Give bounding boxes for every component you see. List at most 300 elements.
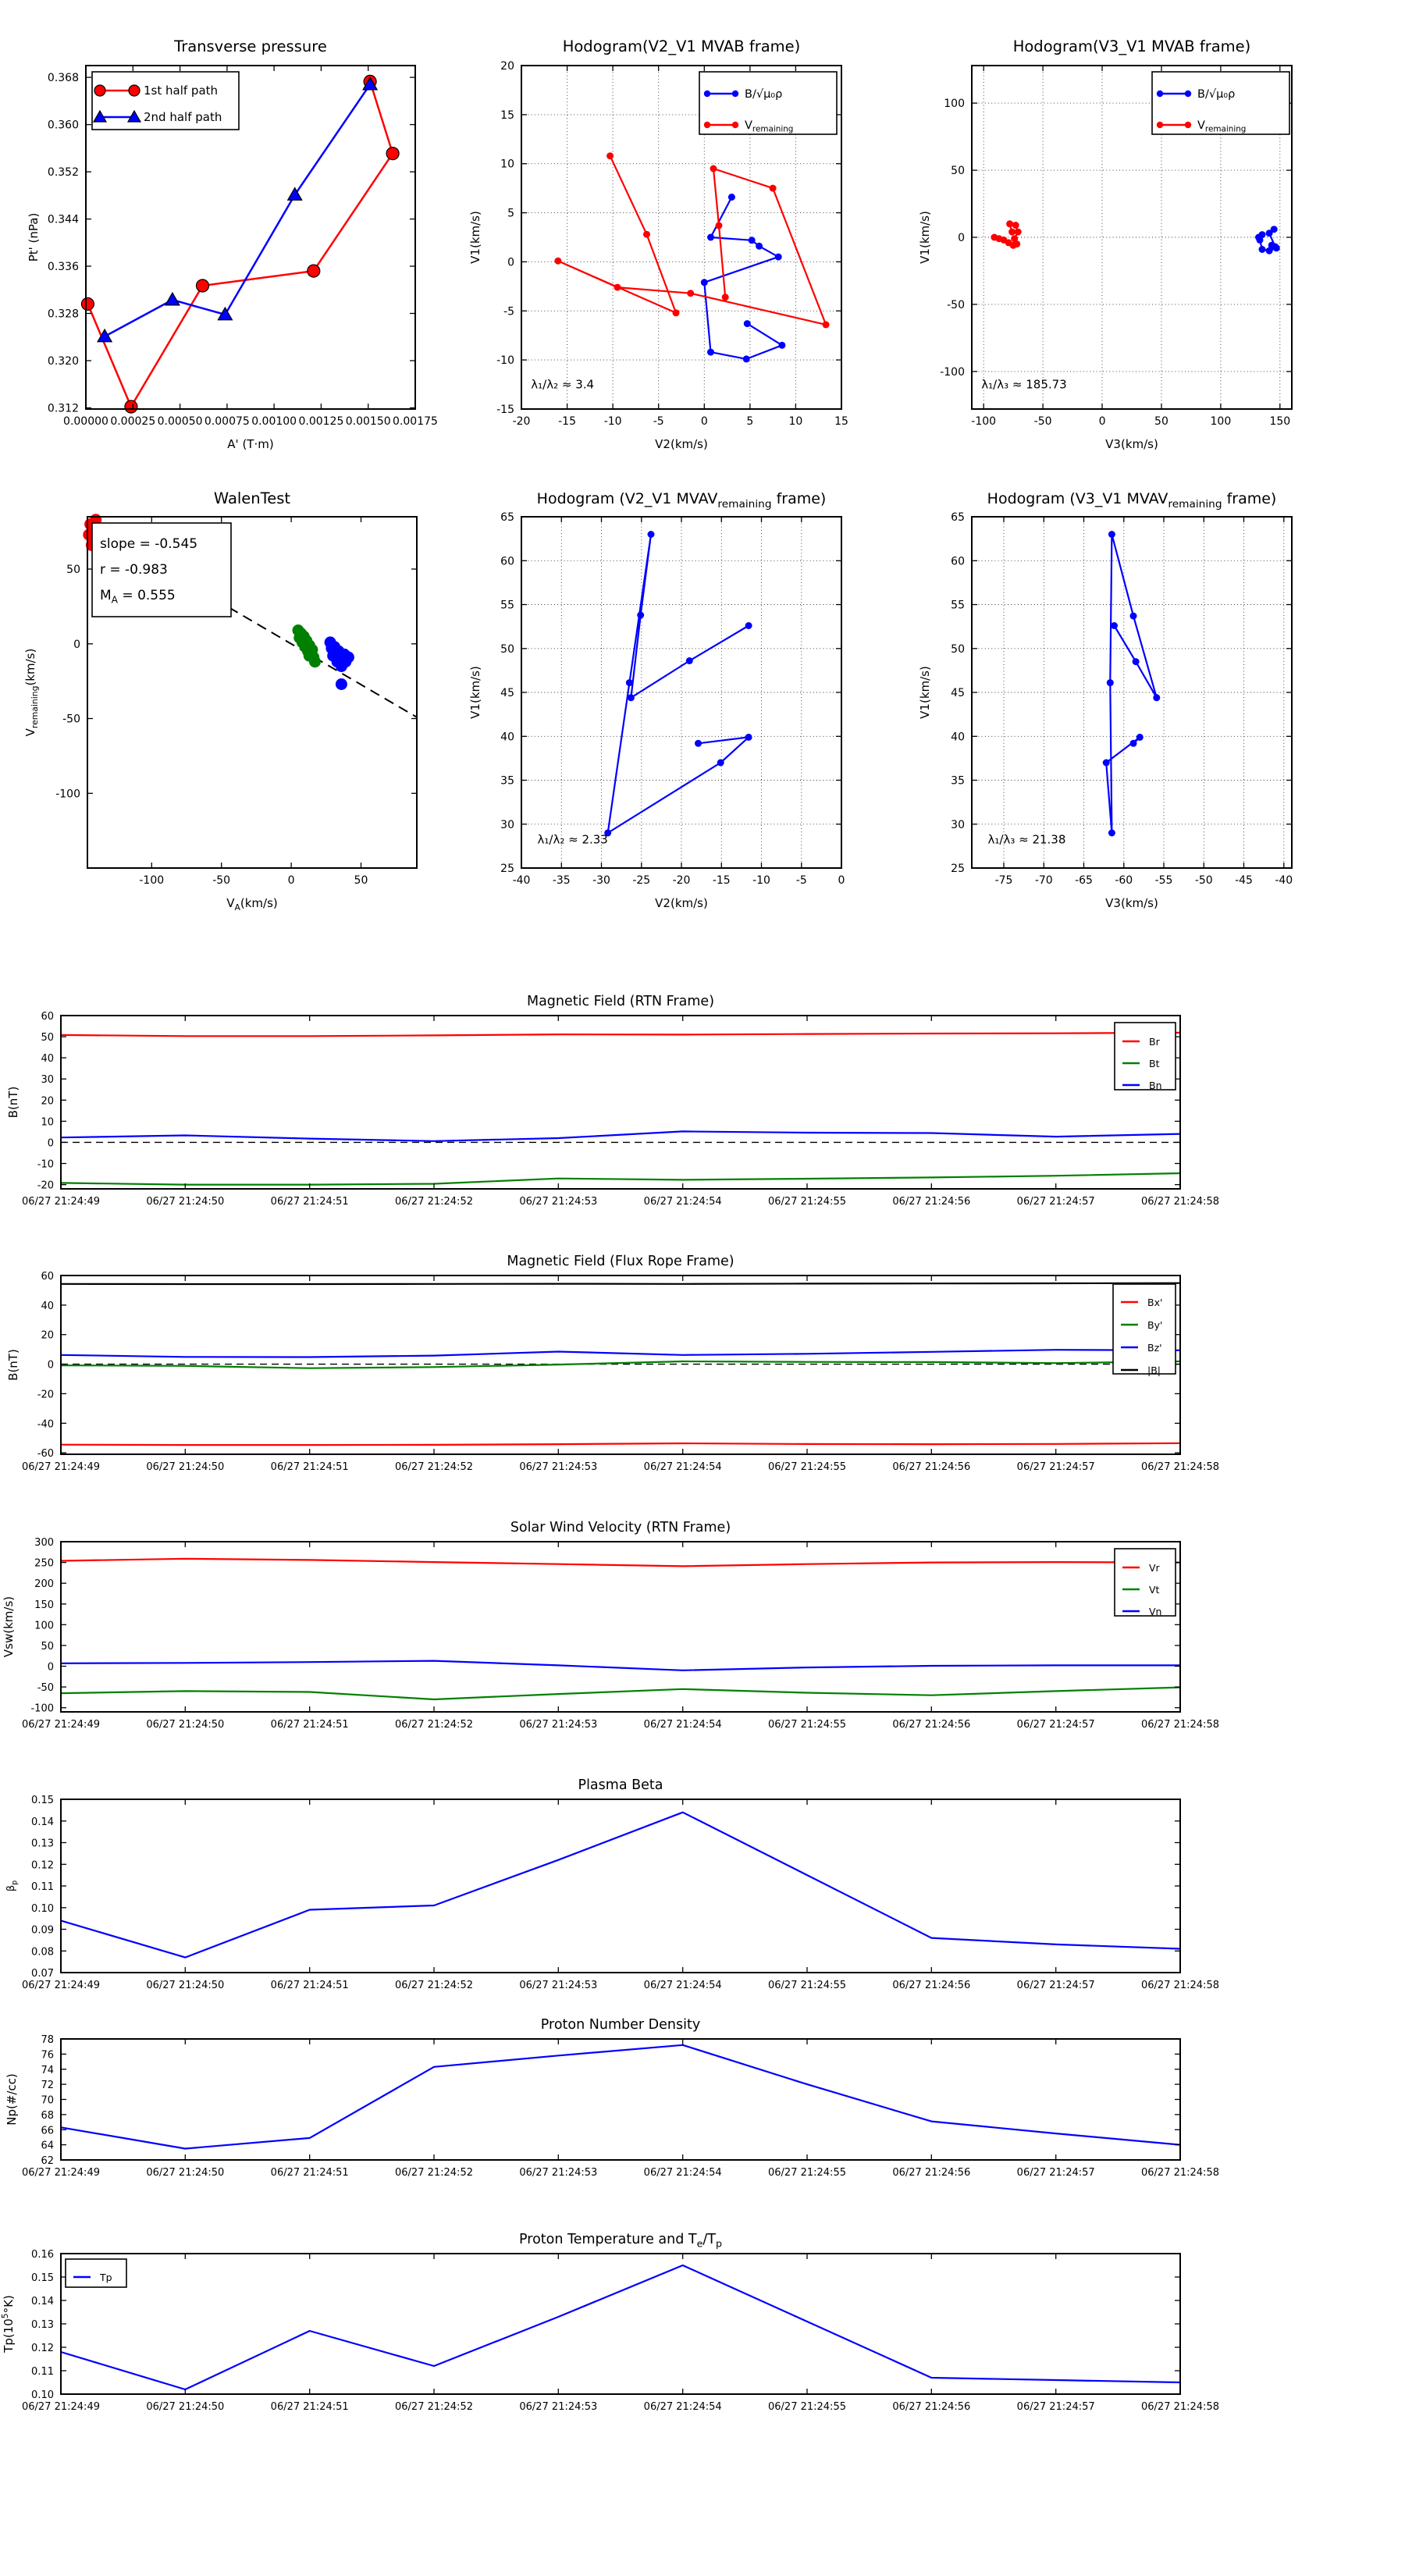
x-tick-label: 06/27 21:24:56 bbox=[892, 2167, 971, 2179]
x-tick-label: 06/27 21:24:52 bbox=[395, 2167, 473, 2179]
legend-label: By' bbox=[1147, 1319, 1163, 1331]
legend-dot bbox=[732, 122, 738, 128]
y-tick-label: 150 bbox=[34, 1599, 54, 1611]
y-tick-label: 0.320 bbox=[47, 355, 79, 368]
legend-label: Br bbox=[1149, 1036, 1160, 1048]
x-axis-label: V3(km/s) bbox=[1105, 896, 1158, 910]
x-tick-label: 06/27 21:24:53 bbox=[519, 1719, 598, 1731]
y-tick-label: 25 bbox=[500, 863, 514, 875]
point-marker bbox=[1153, 694, 1160, 701]
point-marker bbox=[643, 231, 650, 238]
triangle-marker bbox=[165, 293, 180, 305]
legend bbox=[1115, 1549, 1176, 1617]
markers-B/sqrt(mu0 rho) bbox=[701, 194, 786, 362]
x-tick-label: 5 bbox=[746, 415, 754, 428]
markers-green cluster bbox=[293, 624, 322, 667]
y-tick-label: -50 bbox=[37, 1682, 54, 1695]
legend-label: Bt bbox=[1149, 1058, 1160, 1069]
chart-title: Plasma Beta bbox=[578, 1777, 663, 1793]
point-marker bbox=[1108, 531, 1115, 538]
series-Vt bbox=[61, 1688, 1180, 1699]
legend-label: Vr bbox=[1149, 1562, 1160, 1574]
x-tick-label: 0.00025 bbox=[110, 415, 156, 428]
y-tick-label: 50 bbox=[41, 1640, 54, 1653]
legend bbox=[92, 72, 239, 130]
markers-blue cluster bbox=[325, 636, 354, 690]
point-marker bbox=[1103, 760, 1110, 767]
point-marker bbox=[1130, 613, 1137, 620]
x-tick-label: 06/27 21:24:49 bbox=[22, 1980, 100, 1991]
point-marker bbox=[1272, 244, 1279, 251]
markers-V path bbox=[604, 531, 752, 837]
y-tick-label: 30 bbox=[41, 1074, 54, 1087]
x-tick-label: 06/27 21:24:56 bbox=[892, 1719, 971, 1731]
point-marker bbox=[744, 320, 751, 327]
x-tick-label: 06/27 21:24:50 bbox=[146, 1719, 225, 1731]
y-tick-label: -100 bbox=[30, 1703, 54, 1715]
x-tick-label: -40 bbox=[512, 874, 531, 887]
y-tick-label: -40 bbox=[37, 1418, 54, 1431]
y-tick-label: 0.344 bbox=[47, 213, 79, 226]
axes-frame bbox=[61, 1276, 1180, 1454]
legend-label: B/√μ₀ρ bbox=[745, 88, 783, 101]
legend-label: Vn bbox=[1149, 1606, 1162, 1617]
series-V path bbox=[1106, 535, 1157, 834]
point-marker bbox=[717, 760, 724, 767]
y-tick-label: 0.13 bbox=[31, 2319, 54, 2331]
x-axis-label: A' (T·m) bbox=[227, 437, 274, 451]
x-tick-label: 0.00125 bbox=[298, 415, 344, 428]
point-marker bbox=[1271, 226, 1278, 233]
point-marker bbox=[309, 656, 321, 667]
x-tick-label: 06/27 21:24:51 bbox=[270, 1461, 349, 1473]
y-tick-label: 0.09 bbox=[31, 1924, 54, 1937]
legend-label: Tp bbox=[100, 2272, 112, 2283]
point-marker bbox=[1108, 830, 1115, 837]
legend-label: $V_{remaining}$ bbox=[745, 119, 794, 134]
y-axis-label: V1(km/s) bbox=[468, 666, 482, 719]
x-tick-label: 06/27 21:24:55 bbox=[768, 1461, 846, 1473]
y-tick-label: 0.11 bbox=[31, 2366, 54, 2378]
x-tick-label: 06/27 21:24:58 bbox=[1141, 2167, 1219, 2179]
series-B/sqrt(mu0 rho) bbox=[704, 197, 782, 359]
y-tick-label: 0.328 bbox=[47, 308, 79, 321]
chart-title: Magnetic Field (Flux Rope Frame) bbox=[507, 1254, 735, 1269]
x-tick-label: 06/27 21:24:49 bbox=[22, 2401, 100, 2413]
legend-dot bbox=[704, 91, 710, 97]
x-tick-label: 06/27 21:24:51 bbox=[270, 2401, 349, 2413]
legend bbox=[1115, 1023, 1176, 1091]
point-marker bbox=[1257, 237, 1264, 244]
legend-frame bbox=[1113, 1284, 1176, 1374]
point-marker bbox=[308, 265, 320, 277]
x-tick-label: 06/27 21:24:55 bbox=[768, 1719, 846, 1731]
y-tick-label: 300 bbox=[34, 1537, 54, 1549]
y-tick-label: 55 bbox=[951, 599, 965, 612]
x-tick-label: -60 bbox=[1115, 874, 1133, 887]
y-tick-label: 60 bbox=[41, 1271, 54, 1283]
hodogram-v2v1-mvav-chart bbox=[468, 490, 845, 910]
x-tick-label: 06/27 21:24:52 bbox=[395, 1980, 473, 1991]
point-marker bbox=[778, 342, 785, 349]
x-tick-label: 06/27 21:24:51 bbox=[270, 2167, 349, 2179]
y-tick-label: 50 bbox=[500, 642, 514, 656]
y-tick-label: -100 bbox=[55, 788, 80, 801]
point-marker bbox=[722, 294, 729, 301]
y-tick-label: -20 bbox=[37, 1179, 54, 1192]
y-tick-label: 50 bbox=[951, 165, 965, 178]
y-tick-label: 68 bbox=[41, 2109, 54, 2122]
x-tick-label: 06/27 21:24:58 bbox=[1141, 1719, 1219, 1731]
y-tick-label: -10 bbox=[496, 354, 514, 368]
y-axis-label: Pt' (nPa) bbox=[27, 212, 41, 262]
y-tick-label: 0.16 bbox=[31, 2249, 54, 2261]
annotation: λ₁/λ₃ ≈ 185.73 bbox=[981, 377, 1067, 392]
y-tick-label: 45 bbox=[500, 687, 514, 699]
y-tick-label: 45 bbox=[951, 687, 965, 699]
axes-frame bbox=[61, 1542, 1180, 1712]
series-Vn bbox=[61, 1661, 1180, 1670]
x-tick-label: -20 bbox=[512, 415, 531, 428]
point-marker bbox=[1259, 246, 1266, 253]
x-tick-label: -55 bbox=[1154, 874, 1173, 887]
y-tick-label: 65 bbox=[500, 511, 514, 524]
x-tick-label: 06/27 21:24:56 bbox=[892, 2401, 971, 2413]
series-Vr bbox=[61, 1559, 1180, 1567]
axes-frame bbox=[61, 1799, 1180, 1973]
y-tick-label: 0.14 bbox=[31, 2296, 54, 2307]
x-tick-label: -35 bbox=[552, 874, 571, 887]
series-Bt bbox=[61, 1173, 1180, 1185]
x-tick-label: 06/27 21:24:51 bbox=[270, 1719, 349, 1731]
y-tick-label: -50 bbox=[947, 298, 965, 311]
x-tick-label: 06/27 21:24:54 bbox=[643, 1980, 722, 1991]
y-axis-label: B(nT) bbox=[6, 1349, 20, 1381]
legend-label: Vt bbox=[1149, 1584, 1160, 1596]
point-marker bbox=[745, 622, 752, 629]
x-tick-label: 06/27 21:24:54 bbox=[643, 2401, 722, 2413]
y-tick-label: 72 bbox=[41, 2080, 54, 2092]
x-tick-label: 06/27 21:24:55 bbox=[768, 2167, 846, 2179]
y-tick-label: 74 bbox=[41, 2064, 54, 2076]
chart-title: Proton Temperature and $T_e/T_p$ bbox=[519, 2232, 722, 2250]
y-tick-label: 0.336 bbox=[47, 261, 79, 274]
point-marker bbox=[707, 234, 714, 241]
point-marker bbox=[775, 254, 782, 261]
x-tick-label: 150 bbox=[1269, 415, 1291, 428]
point-marker bbox=[756, 243, 763, 250]
x-tick-label: 06/27 21:24:55 bbox=[768, 2401, 846, 2413]
point-marker bbox=[81, 297, 94, 310]
y-tick-label: 40 bbox=[41, 1300, 54, 1312]
y-axis-label: V1(km/s) bbox=[918, 211, 932, 264]
y-tick-label: 55 bbox=[500, 599, 514, 612]
x-tick-label: 0.00100 bbox=[251, 415, 297, 428]
legend-label: Bn bbox=[1149, 1080, 1162, 1091]
y-tick-label: 0.10 bbox=[31, 2389, 54, 2401]
legend-dot bbox=[1185, 122, 1191, 128]
y-tick-label: 100 bbox=[34, 1620, 54, 1632]
point-marker bbox=[716, 222, 723, 229]
legend bbox=[1113, 1284, 1176, 1376]
x-tick-label: 0.00150 bbox=[345, 415, 391, 428]
x-tick-label: -100 bbox=[139, 874, 165, 887]
x-tick-label: 06/27 21:24:50 bbox=[146, 1980, 225, 1991]
transverse-pressure-chart bbox=[27, 37, 438, 451]
x-tick-label: 06/27 21:24:53 bbox=[519, 1461, 598, 1473]
point-marker bbox=[745, 734, 752, 741]
x-tick-label: 06/27 21:24:53 bbox=[519, 1196, 598, 1208]
point-marker bbox=[648, 531, 655, 538]
x-tick-label: 06/27 21:24:50 bbox=[146, 1461, 225, 1473]
y-tick-label: 0 bbox=[73, 638, 80, 651]
chart-title: Magnetic Field (RTN Frame) bbox=[526, 994, 715, 1009]
x-tick-label: 0.00175 bbox=[393, 415, 438, 428]
x-tick-label: 06/27 21:24:49 bbox=[22, 1196, 100, 1208]
point-marker bbox=[770, 185, 777, 192]
point-marker bbox=[1136, 734, 1144, 741]
y-tick-label: 0.15 bbox=[31, 2272, 54, 2284]
x-tick-label: 06/27 21:24:54 bbox=[643, 1719, 722, 1731]
y-tick-label: 64 bbox=[41, 2140, 54, 2152]
x-tick-label: 06/27 21:24:57 bbox=[1016, 1196, 1095, 1208]
x-tick-label: 06/27 21:24:50 bbox=[146, 2167, 225, 2179]
x-tick-label: 06/27 21:24:56 bbox=[892, 1196, 971, 1208]
y-tick-label: 0.368 bbox=[47, 72, 79, 85]
point-marker bbox=[707, 349, 714, 356]
x-tick-label: 06/27 21:24:52 bbox=[395, 2401, 473, 2413]
x-tick-label: 06/27 21:24:57 bbox=[1016, 1719, 1095, 1731]
y-tick-label: 0 bbox=[47, 1661, 54, 1674]
y-tick-label: -10 bbox=[37, 1158, 54, 1171]
point-marker bbox=[710, 165, 717, 173]
y-axis-label: Vsw(km/s) bbox=[2, 1596, 16, 1658]
point-marker bbox=[614, 284, 621, 291]
x-tick-label: 06/27 21:24:57 bbox=[1016, 2167, 1095, 2179]
x-tick-label: -30 bbox=[592, 874, 610, 887]
legend bbox=[1152, 72, 1289, 134]
series-Bz' bbox=[61, 1350, 1180, 1357]
legend-dot bbox=[704, 122, 710, 128]
y-tick-label: 0.10 bbox=[31, 1902, 54, 1915]
hodogram-v3v1-mvav-chart bbox=[918, 490, 1293, 910]
annotation: λ₁/λ₃ ≈ 21.38 bbox=[987, 832, 1066, 847]
markers-V remaining bbox=[991, 220, 1021, 249]
point-marker bbox=[628, 694, 635, 701]
y-tick-label: 20 bbox=[500, 60, 514, 73]
y-tick-label: 30 bbox=[951, 818, 965, 831]
x-tick-label: 15 bbox=[834, 415, 848, 428]
chart-title: Solar Wind Velocity (RTN Frame) bbox=[510, 1520, 731, 1535]
point-marker bbox=[343, 652, 354, 664]
point-marker bbox=[695, 740, 702, 747]
y-tick-label: 0.14 bbox=[31, 1816, 54, 1828]
x-tick-label: 06/27 21:24:49 bbox=[22, 1461, 100, 1473]
x-tick-label: 50 bbox=[1154, 415, 1168, 428]
point-marker bbox=[1012, 222, 1019, 229]
y-tick-label: 60 bbox=[500, 555, 514, 568]
y-tick-label: 0 bbox=[958, 232, 965, 244]
x-tick-label: 06/27 21:24:56 bbox=[892, 1980, 971, 1991]
x-axis-label: V3(km/s) bbox=[1105, 437, 1158, 451]
x-tick-label: 06/27 21:24:55 bbox=[768, 1980, 846, 1991]
x-tick-label: 0 bbox=[287, 874, 295, 887]
x-tick-label: 10 bbox=[788, 415, 803, 428]
y-tick-label: -15 bbox=[496, 404, 514, 416]
x-tick-label: -10 bbox=[752, 874, 770, 887]
x-tick-label: -50 bbox=[212, 874, 231, 887]
y-axis-label: V1(km/s) bbox=[468, 211, 482, 264]
magnetic-field-rtn-chart bbox=[6, 994, 1219, 1208]
series-Tp bbox=[61, 2265, 1180, 2389]
point-marker bbox=[606, 152, 614, 159]
series-By' bbox=[61, 1361, 1180, 1368]
point-marker bbox=[1111, 622, 1118, 629]
point-marker bbox=[386, 148, 399, 160]
y-tick-label: 50 bbox=[951, 642, 965, 656]
axes-frame bbox=[61, 1016, 1180, 1189]
chart-title: Proton Number Density bbox=[540, 2017, 701, 2033]
x-tick-label: -10 bbox=[603, 415, 622, 428]
point-marker bbox=[701, 279, 708, 286]
point-marker bbox=[197, 279, 209, 292]
y-tick-label: 66 bbox=[41, 2125, 54, 2137]
point-marker bbox=[673, 309, 680, 316]
y-tick-label: -20 bbox=[37, 1389, 54, 1401]
series-1st half path bbox=[87, 81, 393, 407]
y-tick-label: 200 bbox=[34, 1578, 54, 1591]
y-tick-label: 0.11 bbox=[31, 1881, 54, 1893]
y-tick-label: 50 bbox=[66, 564, 80, 577]
legend-dot bbox=[732, 91, 738, 97]
y-tick-label: 50 bbox=[41, 1032, 54, 1044]
y-tick-label: 0.13 bbox=[31, 1838, 54, 1850]
annotation: λ₁/λ₂ ≈ 2.33 bbox=[537, 832, 608, 847]
chart-title: Hodogram(V2_V1 MVAB frame) bbox=[562, 37, 801, 55]
axes-frame bbox=[61, 2039, 1180, 2160]
x-tick-label: 0 bbox=[838, 874, 845, 887]
x-tick-label: 100 bbox=[1210, 415, 1232, 428]
x-tick-label: -15 bbox=[558, 415, 577, 428]
y-tick-label: 25 bbox=[951, 863, 965, 875]
y-tick-label: 62 bbox=[41, 2155, 54, 2167]
legend-label: $V_{remaining}$ bbox=[1197, 119, 1247, 134]
y-axis-label: $\beta_p$ bbox=[5, 1880, 20, 1892]
x-tick-label: -5 bbox=[653, 415, 664, 428]
series-Np bbox=[61, 2045, 1180, 2149]
y-tick-label: 0.08 bbox=[31, 1946, 54, 1959]
y-tick-label: 250 bbox=[34, 1557, 54, 1570]
walen-test-chart bbox=[23, 489, 417, 913]
x-tick-label: 06/27 21:24:58 bbox=[1141, 1196, 1219, 1208]
markers-B/sqrt(mu0 rho) bbox=[1255, 226, 1280, 254]
hodogram-v3v1-mvab-chart bbox=[918, 37, 1292, 451]
x-tick-label: -15 bbox=[712, 874, 731, 887]
x-tick-label: 06/27 21:24:51 bbox=[270, 1196, 349, 1208]
x-tick-label: 06/27 21:24:54 bbox=[643, 2167, 722, 2179]
legend-frame bbox=[1115, 1023, 1176, 1090]
point-marker bbox=[743, 355, 750, 362]
x-tick-label: 06/27 21:24:51 bbox=[270, 1980, 349, 1991]
y-tick-label: -100 bbox=[940, 365, 965, 379]
x-tick-label: 06/27 21:24:54 bbox=[643, 1196, 722, 1208]
y-tick-label: -5 bbox=[503, 305, 514, 318]
y-tick-label: 20 bbox=[41, 1095, 54, 1108]
markers-V remaining bbox=[554, 152, 829, 328]
y-tick-label: 0.12 bbox=[31, 1859, 54, 1872]
x-tick-label: 06/27 21:24:49 bbox=[22, 1719, 100, 1731]
x-tick-label: 0 bbox=[700, 415, 708, 428]
point-marker bbox=[1008, 229, 1016, 236]
axes-frame bbox=[61, 2254, 1180, 2394]
y-tick-label: 0.15 bbox=[31, 1795, 54, 1806]
y-tick-label: 15 bbox=[500, 109, 514, 122]
y-tick-label: 0.07 bbox=[31, 1968, 54, 1980]
y-tick-label: 0 bbox=[47, 1359, 54, 1372]
series-beta_p bbox=[61, 1813, 1180, 1958]
y-axis-label: Np(#/cc) bbox=[5, 2073, 19, 2126]
legend-circle bbox=[94, 85, 105, 96]
y-tick-label: 60 bbox=[951, 555, 965, 568]
y-tick-label: 5 bbox=[507, 207, 514, 220]
y-axis-label: V1(km/s) bbox=[918, 666, 932, 719]
y-tick-label: 78 bbox=[41, 2034, 54, 2046]
legend bbox=[66, 2259, 126, 2287]
x-axis-label: $V_A(km/s)$ bbox=[226, 896, 278, 913]
x-tick-label: 06/27 21:24:58 bbox=[1141, 1980, 1219, 1991]
y-tick-label: 35 bbox=[951, 774, 965, 788]
legend-dot bbox=[1185, 91, 1191, 97]
proton-temperature-chart bbox=[0, 2232, 1219, 2413]
x-tick-label: -65 bbox=[1075, 874, 1093, 887]
x-tick-label: 06/27 21:24:53 bbox=[519, 2167, 598, 2179]
legend-label: |B| bbox=[1147, 1364, 1161, 1376]
y-tick-label: 70 bbox=[41, 2094, 54, 2107]
point-marker bbox=[686, 657, 693, 664]
legend-label: 1st half path bbox=[144, 84, 219, 98]
y-tick-label: 35 bbox=[500, 774, 514, 788]
x-tick-label: 06/27 21:24:53 bbox=[519, 2401, 598, 2413]
y-tick-label: 30 bbox=[500, 818, 514, 831]
y-axis-label: $V_{remaining}(km/s)$ bbox=[23, 648, 40, 737]
x-tick-label: -75 bbox=[994, 874, 1013, 887]
x-tick-label: 0.00075 bbox=[204, 415, 250, 428]
stat-line: $M_A = 0.555$ bbox=[100, 588, 176, 606]
x-tick-label: 06/27 21:24:52 bbox=[395, 1461, 473, 1473]
x-tick-label: 06/27 21:24:55 bbox=[768, 1196, 846, 1208]
point-marker bbox=[728, 194, 735, 201]
y-tick-label: 0.312 bbox=[47, 402, 79, 415]
magnetic-field-flux-rope-chart bbox=[6, 1254, 1219, 1473]
chart-title: Transverse pressure bbox=[174, 37, 327, 55]
legend-dot bbox=[1157, 122, 1163, 128]
x-tick-label: -100 bbox=[971, 415, 997, 428]
series-Br bbox=[61, 1033, 1180, 1036]
x-axis-label: V2(km/s) bbox=[655, 437, 708, 451]
x-tick-label: 06/27 21:24:54 bbox=[643, 1461, 722, 1473]
point-marker bbox=[749, 237, 756, 244]
proton-number-density-chart bbox=[5, 2017, 1219, 2179]
y-tick-label: 60 bbox=[41, 1011, 54, 1023]
x-tick-label: 0 bbox=[1098, 415, 1106, 428]
y-axis-label: $Tp(10^5^\circ K)$ bbox=[0, 2295, 16, 2353]
x-tick-label: 06/27 21:24:50 bbox=[146, 1196, 225, 1208]
point-marker bbox=[336, 678, 347, 690]
y-tick-label: 10 bbox=[500, 158, 514, 171]
x-tick-label: -25 bbox=[632, 874, 651, 887]
y-tick-label: 10 bbox=[41, 1116, 54, 1129]
chart-title: WalenTest bbox=[213, 489, 291, 507]
